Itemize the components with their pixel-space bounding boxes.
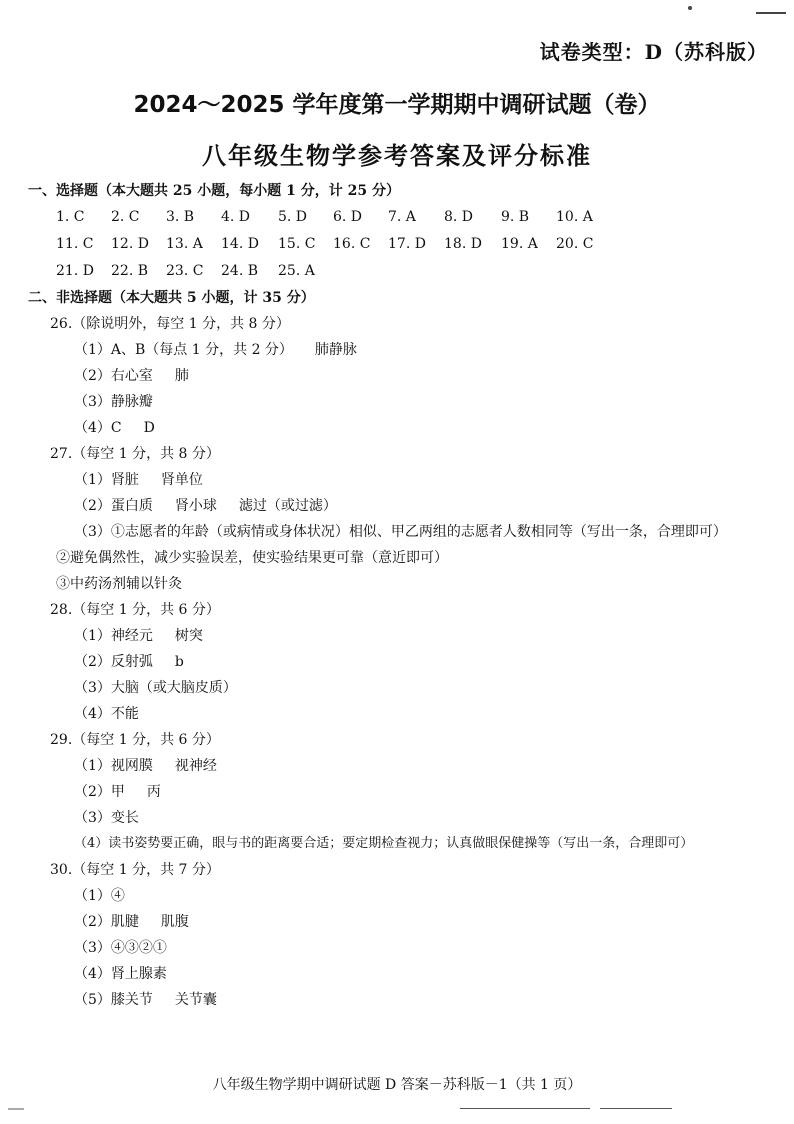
q27-answer-3b — [28, 545, 778, 571]
q29-title: 29.（每空 1 分，共 6 分） — [50, 732, 220, 748]
mc-answer: 12. D — [111, 236, 149, 252]
mc-answer: 13. A — [166, 236, 203, 252]
answer-text: （1）④ — [74, 888, 125, 904]
answer-text: 树突 — [174, 628, 203, 644]
mc-answer: 22. B — [111, 263, 149, 279]
q27-answer-3c — [28, 571, 778, 597]
q29-answer-1 — [28, 753, 778, 779]
section2-heading: 二、非选择题（本大题共 5 小题，计 35 分） — [28, 290, 315, 306]
mc-answer: 17. D — [388, 236, 426, 252]
q26-answer-1 — [28, 337, 778, 363]
q30-answer-2 — [28, 909, 778, 935]
answer-text: （4）肾上腺素 — [74, 966, 167, 982]
q28-answer-1 — [28, 623, 778, 649]
answer-text: （4）C — [74, 420, 122, 436]
mc-answer: 19. A — [501, 236, 538, 252]
mc-answer: 1. C — [56, 209, 85, 225]
answer-text: （2）反射弧 — [74, 654, 153, 670]
scan-speck — [688, 6, 692, 10]
answer-text: 肌腹 — [160, 914, 189, 930]
q30-answer-4 — [28, 961, 778, 987]
mc-answer: 6. D — [333, 209, 363, 225]
answer-text: 丙 — [146, 784, 161, 800]
answer-text: （1）肾脏 — [74, 472, 139, 488]
answer-text: 滤过（或过滤） — [238, 498, 337, 514]
answer-text: 肺 — [174, 368, 189, 384]
scan-line — [600, 1108, 672, 1109]
answer-text: （3）①志愿者的年龄（或病情或身体状况）相似、甲乙两组的志愿者人数相同等（写出一条，合理即可） — [74, 524, 727, 540]
q30-answer-3 — [28, 935, 778, 961]
mc-answer: 10. A — [556, 209, 593, 225]
mc-answer: 25. A — [278, 263, 315, 279]
answer-text: D — [143, 420, 155, 436]
q26-title: 26.（除说明外，每空 1 分，共 8 分） — [50, 316, 290, 332]
scan-line — [8, 1108, 24, 1110]
answer-text: b — [174, 654, 184, 670]
q27-answer-2 — [28, 493, 778, 519]
answer-text: （2）蛋白质 — [74, 498, 153, 514]
answer-text: 关节囊 — [174, 992, 217, 1008]
q26-answer-3 — [28, 389, 778, 415]
mc-answer: 16. C — [333, 236, 371, 252]
mc-answer: 5. D — [278, 209, 308, 225]
answer-text: （5）膝关节 — [74, 992, 153, 1008]
answer-text: 视神经 — [174, 758, 217, 774]
answer-text: （3）④③②① — [74, 940, 167, 956]
answer-text: 肾小球 — [174, 498, 217, 514]
mc-row-3 — [28, 258, 778, 285]
mc-answer: 8. D — [444, 209, 474, 225]
page-subtitle: 八年级生物学参考答案及评分标准 — [202, 142, 592, 170]
mc-answer: 7. A — [388, 209, 416, 225]
q29-answer-3 — [28, 805, 778, 831]
q30-answer-1 — [28, 883, 778, 909]
answer-text: （3）变长 — [74, 810, 139, 826]
q28-answer-4 — [28, 701, 778, 727]
mc-answer: 14. D — [221, 236, 259, 252]
q26-answer-2 — [28, 363, 778, 389]
mc-answer: 23. C — [166, 263, 204, 279]
answer-text: （2）右心室 — [74, 368, 153, 384]
answer-text: （1）神经元 — [74, 628, 153, 644]
page-title: 2024～2025 学年度第一学期期中调研试题（卷） — [133, 92, 661, 118]
mc-row-1 — [28, 204, 778, 231]
answer-text: （1）视网膜 — [74, 758, 153, 774]
scan-line — [756, 12, 786, 14]
section1-heading: 一、选择题（本大题共 25 小题，每小题 1 分，计 25 分） — [28, 183, 400, 199]
q28-answer-3 — [28, 675, 778, 701]
answer-text: （2）肌腱 — [74, 914, 139, 930]
q30-title: 30.（每空 1 分，共 7 分） — [50, 862, 220, 878]
q27-answer-1 — [28, 467, 778, 493]
mc-answer: 18. D — [444, 236, 482, 252]
mc-answer: 11. C — [56, 236, 94, 252]
mc-answer: 2. C — [111, 209, 140, 225]
mc-row-2 — [28, 231, 778, 258]
q29-answer-2 — [28, 779, 778, 805]
mc-answer: 3. B — [166, 209, 195, 225]
mc-answer: 9. B — [501, 209, 530, 225]
q28-title: 28.（每空 1 分，共 6 分） — [50, 602, 220, 618]
answer-text: （4）不能 — [74, 706, 139, 722]
q27-title: 27.（每空 1 分，共 8 分） — [50, 446, 220, 462]
answer-text: 肺静脉 — [314, 342, 357, 358]
answer-content — [28, 178, 778, 1013]
mc-answer: 4. D — [221, 209, 251, 225]
answer-text: ③中药汤剂辅以针灸 — [56, 576, 182, 592]
answer-text: （3）静脉瓣 — [74, 394, 153, 410]
answer-text: （4）读书姿势要正确，眼与书的距离要合适；要定期检查视力；认真做眼保健操等（写出一条，合理即可） — [74, 836, 694, 851]
q30-answer-5 — [28, 987, 778, 1013]
answer-text: ②避免偶然性，减少实验误差，使实验结果更可靠（意近即可） — [56, 550, 448, 566]
answer-text: （1）A、B（每点 1 分，共 2 分） — [74, 342, 293, 358]
answer-text: 肾单位 — [160, 472, 203, 488]
q28-answer-2 — [28, 649, 778, 675]
mc-answer: 24. B — [221, 263, 259, 279]
q29-answer-4 — [28, 831, 778, 857]
mc-answer: 15. C — [278, 236, 316, 252]
page-footer: 八年级生物学期中调研试题 D 答案－苏科版－1（共 1 页） — [212, 1077, 582, 1093]
answer-text: （3）大脑（或大脑皮质） — [74, 680, 237, 696]
exam-type-tag: 试卷类型：D（苏科版） — [539, 40, 768, 64]
q26-answer-4 — [28, 415, 778, 441]
mc-answer: 21. D — [56, 263, 94, 279]
q27-answer-3 — [28, 519, 778, 545]
mc-answer: 20. C — [556, 236, 594, 252]
answer-text: （2）甲 — [74, 784, 125, 800]
scan-line — [460, 1108, 590, 1109]
